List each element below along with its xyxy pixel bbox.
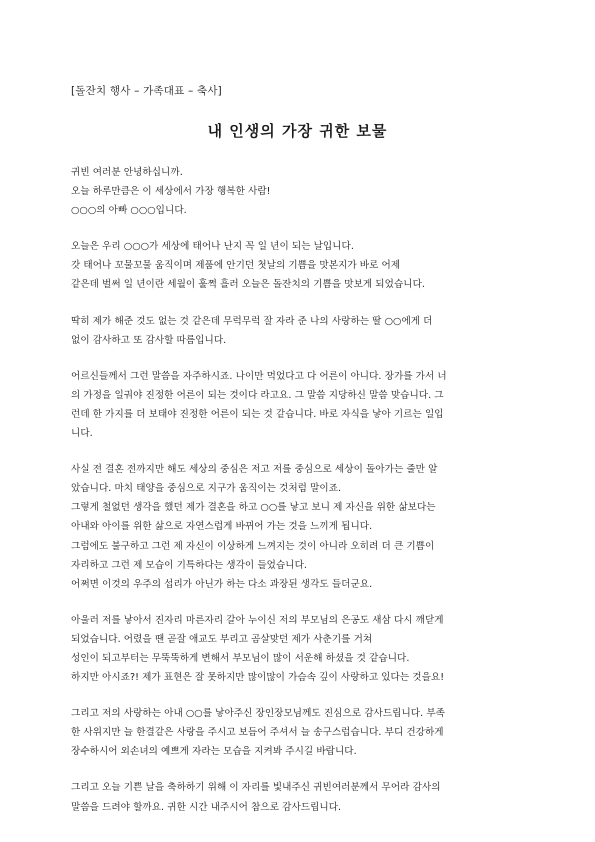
paragraph-gratitude-daughter [71,312,531,350]
paragraph-parents [71,611,531,687]
paragraph-closing [71,778,531,816]
paragraph-line: 성인이 되고부터는 무뚝뚝하게 변해서 부모님이 많이 서운해 하셨을 것 같습니다. [71,652,410,664]
speech-title: 내 인생의 가장 귀한 보물 [207,122,388,140]
paragraph-line: 어르신들께서 그런 말씀을 자주하시죠. 나이만 먹었다고 다 어른이 아니다. 장가를 가서 너 [71,370,447,382]
paragraph-line: 아내와 아이를 위한 삶으로 자연스럽게 바뀌어 가는 것을 느끼게 됩니다. [71,521,373,533]
paragraph-line: 없이 감사하고 또 감사할 따름입니다. [71,334,227,346]
paragraph-line: 자리하고 그런 제 모습이 기특하다는 생각이 들었습니다. [71,559,307,571]
paragraph-line: 오늘 하루만큼은 이 세상에서 가장 행복한 사람! [71,186,271,198]
paragraph-line: 말씀을 드려야 할까요. 귀한 시간 내주시어 참으로 감사드립니다. [71,801,342,813]
paragraph-line: 갓 태어나 꼬물꼬물 움직이며 제품에 안기던 첫날의 기쁨을 맛본지가 바로 어제 [71,260,401,272]
paragraph-line: ○○○의 아빠 ○○○입니다. [71,205,187,217]
paragraph-line: 어쩌면 이것의 우주의 섭리가 아닌가 하는 다소 과장된 생각도 들더군요. [71,578,373,590]
paragraph-line: 귀빈 여러분 안녕하십니까. [71,167,183,178]
paragraph-line: 같은데 벌써 일 년이란 세월이 훌쩍 흘러 오늘은 돌잔치의 기쁨을 맛보게 되었습니다. [71,279,425,291]
paragraph-line: 의 가정을 일궈야 진정한 어른이 되는 것이다 라고요. 그 말씀 지당하신 말씀 맞습니다. 그 [71,389,444,401]
paragraph-line: 았습니다. 마치 태양을 중심으로 지구가 움직이는 것처럼 말이죠. [71,483,342,495]
paragraph-line: 아울러 저를 낳아서 진자리 마른자리 갈아 누이신 저의 부모님의 은공도 새삼 다시 깨닫게 [71,614,444,626]
paragraph-line: 그리고 저의 사랑하는 아내 ○○를 낳아주신 장인장모님께도 진심으로 감사드립니다. 부족 [71,708,445,720]
event-tag: [돌잔치 행사 – 가족대표 – 축사] [71,85,222,97]
paragraph-change [71,460,531,594]
paragraph-line: 그럼에도 불구하고 그런 제 자신이 이상하게 느껴지는 것이 아니라 오히려 더 큰 기쁨이 [71,540,435,552]
paragraph-line: 런데 한 가지를 더 보태야 진정한 어른이 되는 것 같습니다. 바로 자식을 낳아 기르는 일입 [71,408,444,420]
paragraph-line: 니다. [71,428,93,440]
paragraph-line: 장수하시어 외손녀의 예쁘게 자라는 모습을 지켜봐 주시길 바랍니다. [71,746,357,758]
paragraph-birthday [71,237,531,294]
paragraph-line: 그리고 오늘 기쁜 날을 축하하기 위해 이 자리를 빛내주신 귀빈여러분께서 무어라 감사의 [71,782,441,794]
paragraph-line: 사실 전 결혼 전까지만 해도 세상의 중심은 저고 저를 중심으로 세상이 돌아가는 줄만 알 [71,464,438,476]
paragraph-line: 오늘은 우리 ○○○가 세상에 태어나 난지 꼭 일 년이 되는 날입니다. [71,241,354,253]
paragraph-in-laws [71,704,531,761]
paragraph-adulthood [71,367,531,443]
paragraph-line: 하지만 아시죠?! 제가 표현은 잘 못하지만 많이많이 가슴속 깊이 사랑하고 있다는 것을요! [71,672,445,684]
paragraph-line: 그렇게 철없던 생각을 했던 제가 결혼을 하고 ○○를 낳고 보니 제 자신을 위한 삶보다는 [71,502,436,514]
paragraph-line: 한 사위지만 늘 한결같은 사랑을 주시고 보듬어 주셔서 늘 송구스럽습니다. 부디 건강하게 [71,727,444,739]
paragraph-greeting [71,163,531,220]
paragraph-line: 딱히 제가 해준 것도 없는 것 같은데 무럭무럭 잘 자라 준 나의 사랑하는 딸 ○○에게 더 [71,315,433,327]
speech-body [71,163,531,834]
paragraph-line: 되었습니다. 어렸을 땐 곧잘 애교도 부리고 곰살맞던 제가 사춘기를 거쳐 [71,633,373,645]
